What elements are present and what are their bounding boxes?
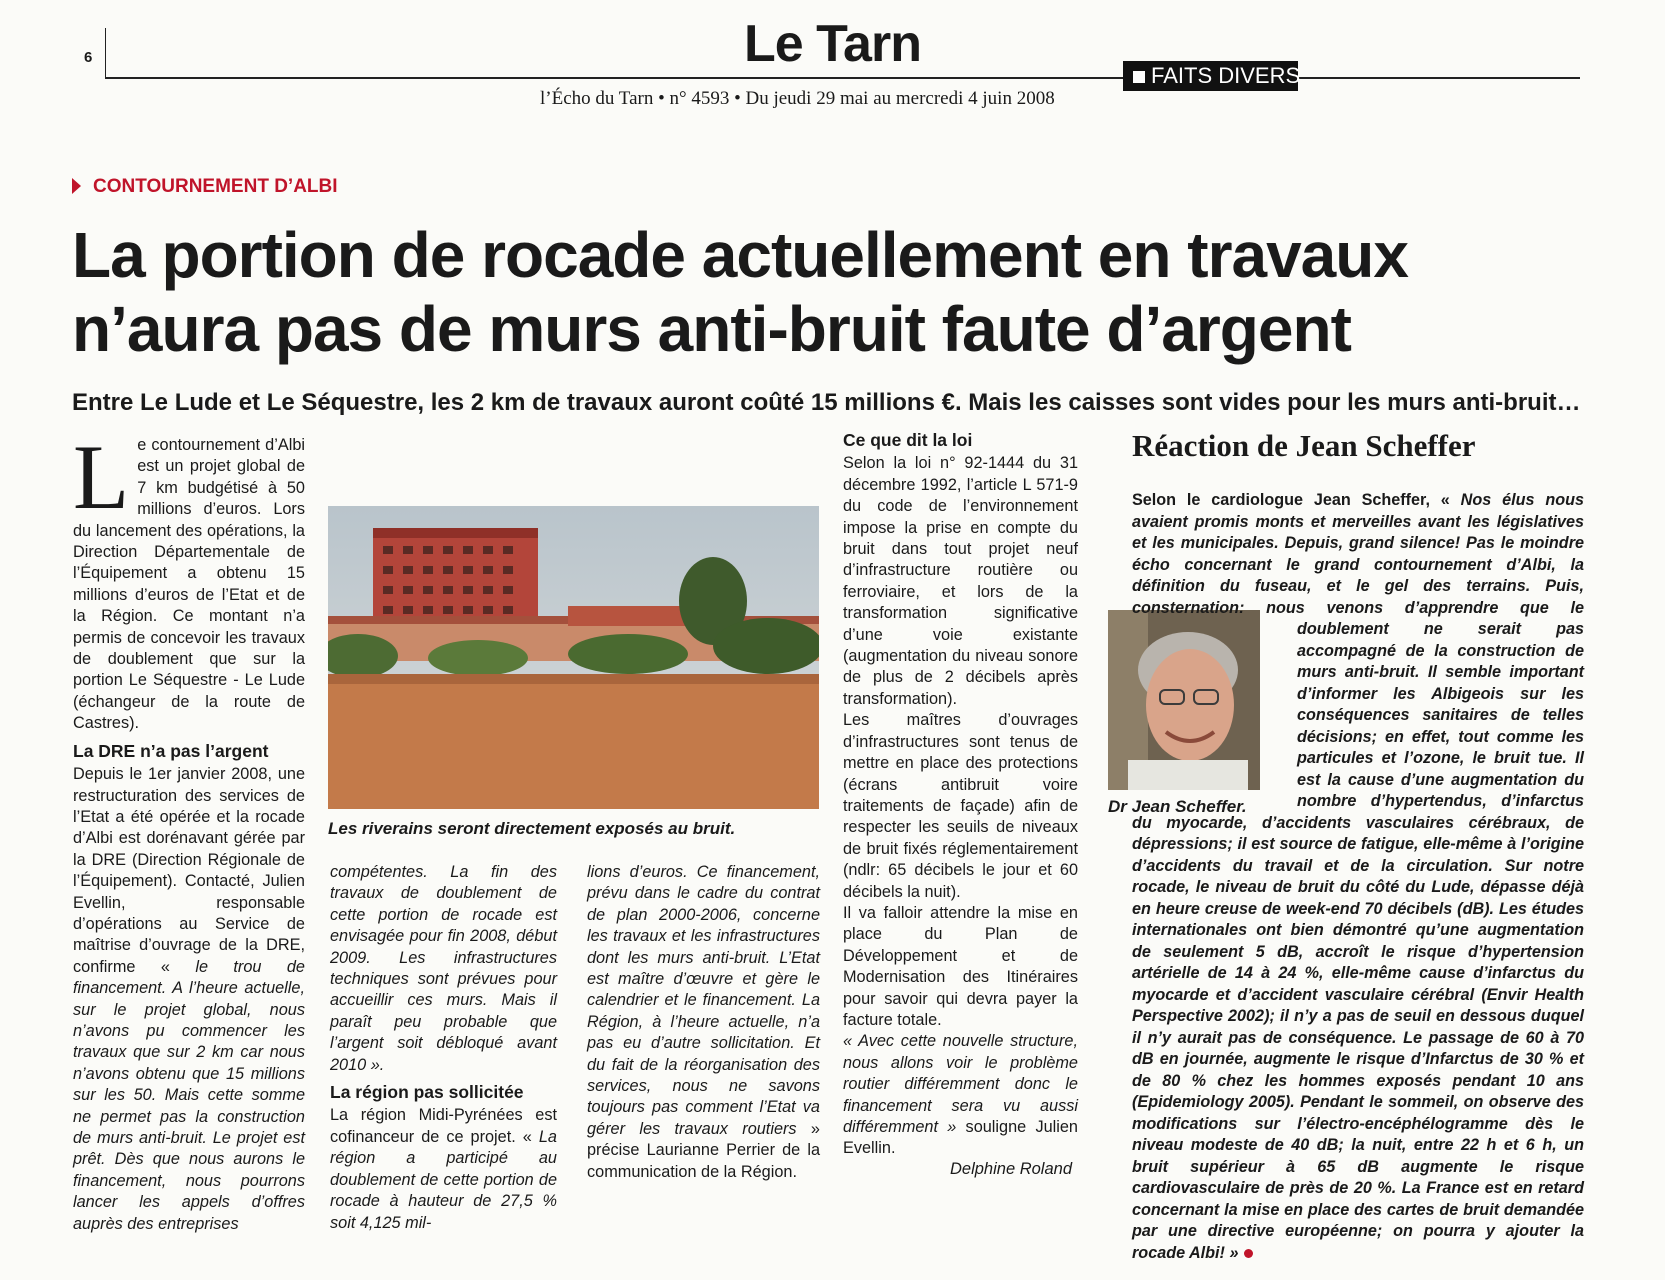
col3-end: » précise Laurianne Perrier de la communication de la Région. (587, 1119, 820, 1181)
header-rule (105, 77, 1125, 79)
intro-column (73, 426, 305, 1235)
rubric-label: FAITS DIVERS (1151, 63, 1301, 88)
page-number: 6 (84, 49, 93, 66)
issue-line: l’Écho du Tarn • n° 4593 • Du jeudi 29 mai au mercredi 4 juin 2008 (540, 88, 1055, 109)
rubric-badge (1123, 61, 1301, 91)
kicker-label: CONTOURNEMENT D’ALBI (93, 176, 338, 197)
triangle-icon (72, 178, 81, 194)
column-2 (330, 862, 557, 1234)
section-title: Le Tarn (744, 15, 921, 73)
col2-quote: compétentes. La fin des travaux de doublement de cette portion de rocade est envisagée pour fin 2008, début 2009. Les infrastructures techniques sont prévues pour accueillir ces murs. Mais il paraît peu probable que l’argent soit débloqué avant 2010 ». (330, 863, 557, 1074)
intro-paragraph: e contournement d’Albi est un projet global de 7 km budgétisé à 50 millions d’euros. Lors du lancement des opérations, la Direction Départementale de l’Équipement a obtenu 15 millions d’euros de l’Etat et de la Région. Ce montant n’a permis de concevoir les travaux de doublement que sur la portion Le Séquestre - Le Lude (échangeur de la route de Castres). (73, 436, 305, 733)
byline: Delphine Roland (950, 1160, 1073, 1178)
region-paragraph (330, 1105, 557, 1233)
article-subhead: Entre Le Lude et Le Séquestre, les 2 km de travaux auront coûté 15 millions €. Mais les caisses sont vides pour les murs anti-bruit… (72, 389, 1581, 416)
portrait-caption: Dr Jean Scheffer. (1108, 797, 1247, 816)
subtitle-dre: La DRE n’a pas l’argent (73, 740, 269, 761)
loi-quote: « Avec cette nouvelle structure, nous allons voir le problème routier différemment donc le financement sera vu aussi différemment » (843, 1032, 1078, 1136)
article-headline: La portion de rocade actuellement en travaux n’aura pas de murs anti-bruit faute d’argent (72, 219, 1408, 365)
column-4 (843, 430, 1078, 1160)
dre-text: Depuis le 1er janvier 2008, une restructuration des services de l’Etat a été opérée et la rocade d’Albi est dorénavant gérée par la DRE (Direction Régionale de l’Équipement). Contacté, Julien Evellin, responsable d’opérations au Service de maîtrise d’ouvrage de la DRE, confirme « (73, 765, 305, 976)
loi-paragraph-3: Il va falloir attendre la mise en place du Plan de Développement et de Modernisation des Itinéraires pour savoir qui devra payer la facture totale. (843, 903, 1078, 1029)
column-3 (587, 862, 820, 1183)
region-text: La région Midi-Pyrénées est cofinanceur de ce projet. « (330, 1106, 557, 1146)
article-kicker (72, 176, 338, 198)
col3-quote: lions d’euros. Ce financement, prévu dans le cadre du contrat de plan 2000-2006, concerne les travaux et les infrastructures dont les murs anti-bruit. L’Etat est maître d’œuvre et gère le calendrier et le financement. La Région, à l’heure actuelle, n’a pas eu d’autre sollicitation. Et du fait de la réorganisation des services, nous ne savons toujours pas comment l’Etat va gérer les travaux routiers (587, 863, 820, 1138)
reaction-column (1132, 474, 1584, 1280)
dre-quote: le trou de financement. A l’heure actuelle, sur le projet global, nous n’avons pu commencer les travaux que sur 2 km car nous n’avons obtenu que 15 millions sur les 50. Mais cette somme ne permet pas la construction de murs anti-bruit. (73, 957, 305, 1147)
region-quote: La région a participé au doublement de cette portion de rocade à hauteur de 27,5 % soit 4,125 mil- (330, 1127, 557, 1232)
subtitle-loi: Ce que dit la loi (843, 430, 973, 450)
reaction-title: Réaction de Jean Scheffer (1132, 428, 1476, 463)
dropcap: L (73, 426, 130, 528)
reaction-intro: Selon le cardiologue Jean Scheffer, « (1132, 491, 1450, 510)
dre-quote-2: Le projet est prêt. Dès que nous aurons le financement, nous pourrons lancer les appels d’offres auprès des entreprises (73, 1129, 305, 1233)
reaction-paragraph (1132, 490, 1584, 1264)
end-dot-icon (1244, 1249, 1253, 1258)
loi-end: souligne Julien Evellin. (843, 1118, 1078, 1158)
subtitle-region: La région pas sollicitée (330, 1082, 524, 1103)
loi-paragraph-1: Selon la loi n° 92-1444 du 31 décembre 1992, l’article L 571-9 du code de l’environnement impose la prise en compte du bruit dans tout projet neuf d’infrastructure routière ou ferroviaire, et lors de la transformation significative d’une voie existante (augmentation du niveau sonore de plus de 2 décibels après transformation). (843, 454, 1078, 708)
loi-paragraph-4 (843, 1031, 1078, 1159)
photo-caption: Les riverains seront directement exposés au bruit. (328, 819, 736, 838)
loi-paragraph-2: Les maîtres d’ouvrages d’infrastructures sont tenus de mettre en place des protections (écrans antibruit voire traitements de façade) afin de respecter les seuils de niveaux de bruit fixés réglementairement (ndlr: 65 décibels le jour et 60 décibels la nuit). (843, 711, 1078, 901)
reaction-quote: Nos élus nous avaient promis monts et merveilles avant les législatives et les municipales. Depuis, grand silence! Pas le moindre écho concernant le grand contournement d’Albi, la définition du fuseau, et le gel des terrains. Puis, consternation: nous venons d’apprendre que le doublement ne serait pas accompagné de la construction de murs anti-bruit. Il semble important d’informer les Albigeois sur les conséquences sanitaires de telles décisions; en effet, tout comme les particules et l’ozone, le bruit tue. Il est la cause d’une augmentation du nombre d’hypertendus, d’infarctus du myocarde, d’accidents vasculaires cérébraux, de dépressions; il est source de fatigue, elle-même à l’origine d’accidents du travail et de la circulation. Sur notre rocade, le niveau de bruit du côté du Lude, dépasse déjà en heure creuse de week-end 70 décibels (dB). Les études internationales ont bien démontré qu’une augmentation de seulement 5 dB, accroît le risque d’hypertension artérielle de 14 à 24 %, elle-même cause d’infarctus du myocarde et d’accident vasculaire cérébral (Envir Health Perspective 2002); il n’y a pas de seuil en dessous duquel il n’y aurait pas de conséquence. Le passage de 60 à 70 dB en journée, augmente le risque d’Infarctus de 30 % et de 80 % chez les hommes exposés pendant 10 ans (Epidemiology 2005). Pendant le sommeil, on observe des modifications sur l’électro-encéphélogramme dès le niveau modeste de 40 dB; la nuit, entre 22 h et 6 h, un bruit supérieur à 65 dB augmente le risque cardiovasculaire de près de 20 %. La France est en retard concernant la mise en place des cartes de bruit demandée par une directive européenne; on pourra y ajouter la rocade Albi! » (1132, 491, 1584, 1262)
article-photo (328, 506, 819, 809)
dre-paragraph (73, 764, 305, 1235)
square-icon (1133, 71, 1145, 83)
col3-paragraph (587, 862, 820, 1183)
photo-scene (328, 506, 819, 809)
